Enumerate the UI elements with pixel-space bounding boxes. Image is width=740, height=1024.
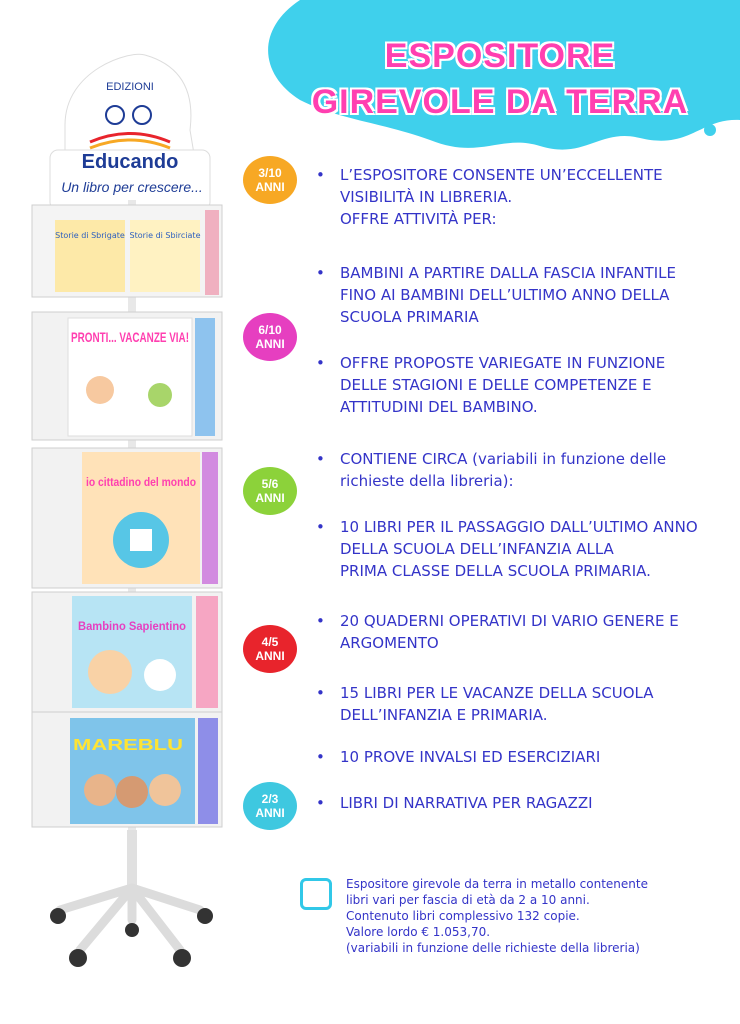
age-badge-6-10: 6/10 ANNI bbox=[243, 313, 297, 361]
book-1a: Storie di Sbrigate bbox=[55, 231, 125, 240]
bullet-visibility: • L’ESPOSITORE CONSENTE UN’ECCELLENTE VISIBILITÀ IN LIBRERIA. OFFRE ATTIVITÀ PER: bbox=[316, 166, 663, 228]
book-2: PRONTI... VACANZE VIA! bbox=[71, 329, 189, 345]
page-title-line-1: ESPOSITORE bbox=[384, 37, 616, 75]
tier-5 bbox=[32, 712, 222, 827]
tier-4 bbox=[32, 592, 222, 712]
educando-logo bbox=[50, 54, 210, 210]
order-checkbox[interactable] bbox=[300, 878, 332, 910]
tier-2 bbox=[32, 312, 222, 440]
tier-1 bbox=[32, 205, 222, 297]
brand-top: EDIZIONI bbox=[106, 81, 154, 93]
stand-base bbox=[50, 830, 213, 967]
bullet-invalsi: • 10 PROVE INVALSI ED ESERCIZIARI bbox=[316, 748, 601, 766]
display-stand-illustration bbox=[20, 50, 245, 980]
bullet-variety: • OFFRE PROPOSTE VARIEGATE IN FUNZIONE DELLE STAGIONI E DELLE COMPETENZE E ATTITUDINI DEL BAMBINO. bbox=[316, 354, 666, 416]
age-badge-4-5: 4/5 ANNI bbox=[243, 625, 297, 673]
page-title-line-2: GIREVOLE DA TERRA bbox=[311, 83, 689, 121]
brand-slogan: Un libro per crescere... bbox=[61, 179, 203, 195]
product-note: Espositore girevole da terra in metallo contenente libri vari per fascia di età da 2 a 10 anni. Contenuto libri complessivo 132 copie. Valore lordo € 1.053,70. (variabili in funzione delle richieste della libreria) bbox=[346, 877, 648, 955]
brand-name: Educando bbox=[81, 151, 179, 173]
book-1b: Storie di Sbirciate bbox=[129, 231, 201, 240]
tier-3 bbox=[32, 448, 222, 588]
bullet-passage-books: • 10 LIBRI PER IL PASSAGGIO DALL’ULTIMO ANNO DELLA SCUOLA DELL’INFANZIA ALLA PRIMA CLASSE DELLA SCUOLA PRIMARIA. bbox=[316, 518, 698, 580]
age-badge-3-10: 3/10 ANNI bbox=[243, 156, 297, 204]
book-3: io cittadino del mondo bbox=[86, 475, 196, 489]
bullet-workbooks: • 20 QUADERNI OPERATIVI DI VARIO GENERE E ARGOMENTO bbox=[316, 612, 679, 652]
age-badge-5-6: 5/6 ANNI bbox=[243, 467, 297, 515]
book-5: MAREBLU bbox=[73, 737, 183, 754]
age-badge-2-3: 2/3 ANNI bbox=[243, 782, 297, 830]
bullet-contents: • CONTIENE CIRCA (variabili in funzione delle richieste della libreria): bbox=[316, 450, 667, 490]
bullet-age-range: • BAMBINI A PARTIRE DALLA FASCIA INFANTILE FINO AI BAMBINI DELL’ULTIMO ANNO DELLA SCUOLA PRIMARIA bbox=[316, 264, 676, 326]
bullet-narrative: • LIBRI DI NARRATIVA PER RAGAZZI bbox=[316, 794, 593, 812]
book-4: Bambino Sapientino bbox=[78, 619, 186, 633]
bullet-holiday-books: • 15 LIBRI PER LE VACANZE DELLA SCUOLA DELL’INFANZIA E PRIMARIA. bbox=[316, 684, 654, 724]
